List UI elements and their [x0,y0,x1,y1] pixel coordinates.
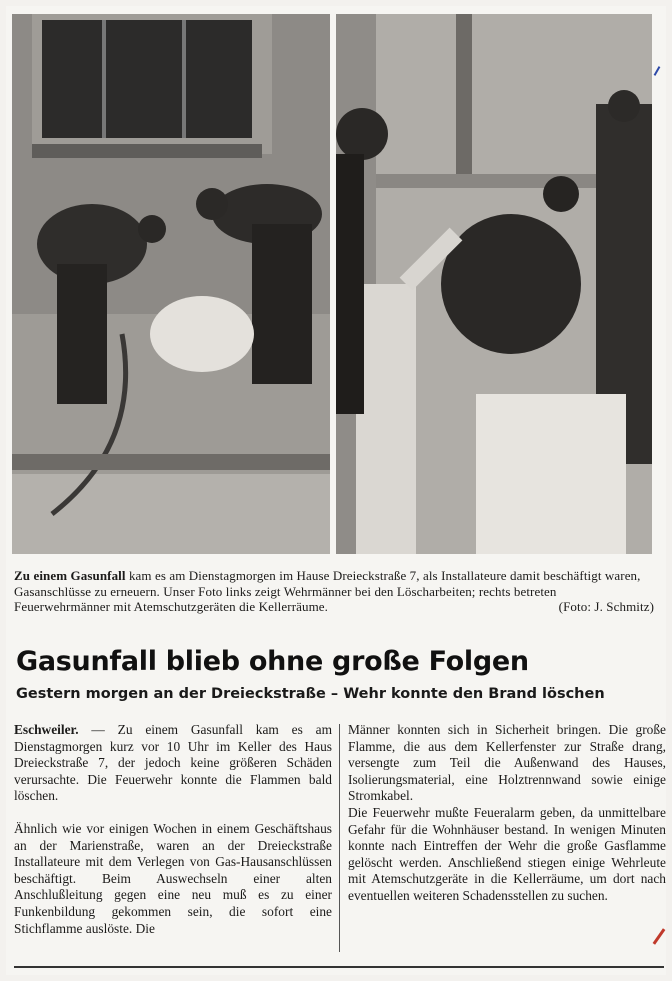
paragraph-1-text: — Zu einem Gasunfall kam es am Dienstagmorgen kurz vor 10 Uhr im Keller des Haus Dreieckstraße 7, der jedoch keine größeren Schäden verursachte. Die Feuerwehr konnte die Flammen bald löschen. [14,722,332,804]
photo-credit: (Foto: J. Schmitz) [558,599,654,614]
article-headline: Gasunfall blieb ohne große Folgen [16,646,529,677]
bottom-rule [14,966,664,968]
dateline: Eschweiler. [14,722,79,737]
photo-firefighters-respirators-icon [336,14,652,554]
photo-left [12,14,330,554]
paragraph-4: Die Feuerwehr mußte Feueralarm geben, da unmittelbare Gefahr für die Wohnhäuser bestand. In wenigen Minuten konnte nach Eintreffen der Wehr die große Gasflamme gelöscht werden. Anschließend stiegen einige Wehrleute mit Atemschutzgeräte in die Kellerräume, um dort nach eventuellen weiteren Schadensstellen zu suchen. [348,804,666,903]
photo-firefighters-icon [12,14,330,554]
article-column-right [348,722,666,905]
caption-lead: Zu einem Gasunfall [14,568,126,583]
paragraph-3: Männer konnten sich in Sicherheit bringen. Die große Flamme, die aus dem Kellerfenster zur Straße drang, versengte zum Teil die Außenwand des Hauses, Isolierungsmaterial, eine Holztrennwand sowie einige Stromkabel. [348,722,666,804]
article-body [14,722,664,962]
paragraph-1 [14,722,332,805]
paragraph-2: Ähnlich wie vor einigen Wochen in einem Geschäftshaus an der Marienstraße, waren an der Dreieckstraße Installateure mit dem Verlegen von Gas-Hausanschlüssen beschäftigt. Beim Auswechseln einer alten Anschlußleitung gegen eine neu muß es zu einer Funkenbildung gekommen sein, die sofort eine Stichflamme auslöste. Die [14,820,332,936]
article-subheadline: Gestern morgen an der Dreieckstraße – Wehr konnte den Brand löschen [16,686,605,702]
photo-caption [14,568,654,615]
caption-text: kam es am Dienstagmorgen im Hause Dreieckstraße 7, als Installateure damit beschäftigt waren, Gasanschlüsse zu erneuern. Unser Foto links zeigt Wehrmänner bei den Löscharbeiten; rechts betreten Feuerwehrmänner mit Atemschutzgeräten die Kellerräume. [14,568,641,614]
photo-right [336,14,652,554]
article-column-left [14,722,332,937]
column-divider [339,724,340,952]
